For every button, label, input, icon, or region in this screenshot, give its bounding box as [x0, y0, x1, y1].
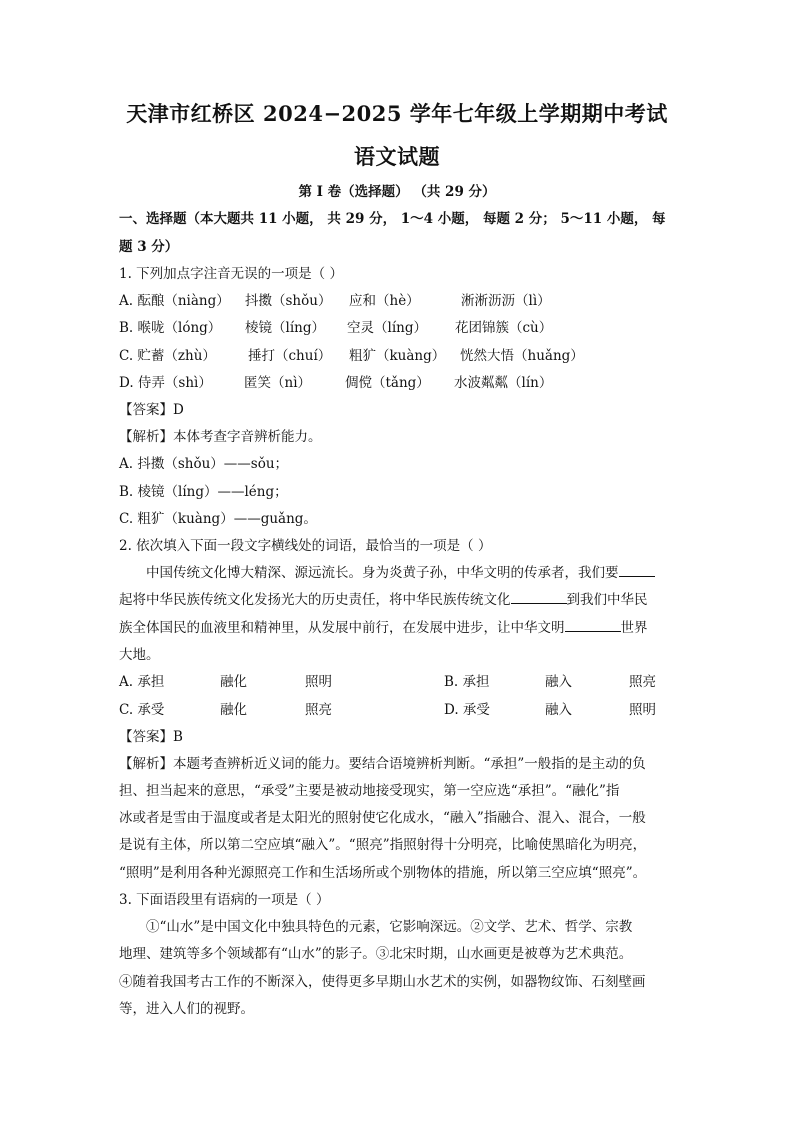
- q1-option-c-2: 捶打（chuí）: [248, 348, 332, 364]
- q1-option-a-3: 应和（hè）: [349, 293, 420, 309]
- q2-option-b-3: 照亮: [629, 674, 656, 690]
- q2-blank-3: [565, 617, 621, 632]
- q2-passage-text: 世界: [620, 620, 648, 636]
- section-heading-line2: 题 3 分）: [119, 239, 179, 255]
- q1-option-b-1: B. 喉咙（lóng）: [119, 320, 222, 336]
- q2-option-a-1: A. 承担: [119, 674, 165, 690]
- q2-analysis-line: 担、担当起来的意思，“承受”主要是被动地接受现实，第一空应选“承担”。“融化”指: [119, 783, 620, 799]
- q1-option-b-3: 空灵（líng）: [347, 320, 427, 336]
- q1-option-a-2: 抖擞（shǒu）: [245, 293, 332, 309]
- part-heading: 第 I 卷（选择题） （共 29 分）: [298, 184, 496, 200]
- q3-passage-line: 等，进入人们的视野。: [119, 1001, 254, 1017]
- q2-passage-text: 中国传统文化博大精深、源远流长。身为炎黄子孙，中华文明的传承者，我们要: [146, 565, 619, 581]
- q2-stem: 2. 依次填入下面一段文字横线处的词语，最恰当的一项是（ ）: [119, 538, 492, 554]
- q2-option-c-2: 融化: [220, 702, 247, 718]
- q2-analysis-line: 冰或者是雪由于温度或者是太阳光的照射使它化成水，“融入”指融合、混入、混合，一般: [119, 810, 646, 826]
- q1-option-c-4: 恍然大悟（huǎng）: [460, 348, 584, 364]
- q2-passage-text: 到我们中华民: [566, 592, 648, 608]
- q1-option-a-1: A. 酝酿（niàng）: [119, 293, 230, 309]
- q3-passage-line: ①“山水”是中国文化中独具特色的元素，它影响深远。②文学、艺术、哲学、宗教: [146, 919, 633, 935]
- q2-option-d-2: 融入: [545, 702, 572, 718]
- q1-option-d-2: 匿笑（nì）: [244, 375, 312, 391]
- q2-option-d-3: 照明: [629, 702, 656, 718]
- q2-option-d-1: D. 承受: [444, 702, 490, 718]
- q2-blank-1: [619, 562, 655, 577]
- q1-option-b-4: 花团锦簇（cù）: [455, 320, 553, 336]
- q1-option-c-1: C. 贮蓄（zhù）: [119, 348, 216, 364]
- subject-title: 语文试题: [354, 144, 440, 169]
- q1-option-d-3: 倜傥（tǎng）: [345, 375, 430, 391]
- q1-analysis-line: A. 抖擞（shǒu）——sǒu；: [119, 456, 289, 472]
- q2-option-c-3: 照亮: [305, 702, 332, 718]
- q1-analysis-line: B. 棱镜（líng）——léng；: [119, 484, 288, 500]
- q1-option-d-1: D. 侍弄（shì）: [119, 375, 212, 391]
- q2-passage-text: 起将中华民族传统文化发扬光大的历史责任，将中华民族传统文化: [119, 592, 511, 608]
- q3-passage-line: 地理、建筑等多个领域都有“山水”的影子。③北宋时期，山水画更是被尊为艺术典范。: [119, 946, 633, 962]
- q2-answer: 【答案】B: [119, 729, 183, 745]
- q2-passage-line4: 大地。: [119, 647, 160, 663]
- q2-option-b-2: 融入: [545, 674, 572, 690]
- q1-analysis-line: C. 粗犷（kuàng）——guǎng。: [119, 511, 317, 527]
- section-heading-line1: 一、选择题（本大题共 11 小题， 共 29 分， 1～4 小题， 每题 2 分； 5～11 小题， 每: [119, 211, 666, 227]
- q1-analysis-line: 【解析】本体考查字音辨析能力。: [119, 429, 322, 445]
- q2-blank-2: [511, 589, 567, 604]
- q2-analysis-line: “照明”是利用各种光源照亮工作和生活场所或个别物体的措施，所以第三空应填“照亮”。: [119, 865, 647, 881]
- q2-option-a-3: 照明: [305, 674, 332, 690]
- q2-option-b-1: B. 承担: [444, 674, 490, 690]
- q3-stem: 3. 下面语段里有语病的一项是（ ）: [119, 892, 330, 908]
- q2-passage-line2: [119, 588, 648, 608]
- q1-answer: 【答案】D: [119, 402, 184, 418]
- q2-option-a-2: 融化: [220, 674, 247, 690]
- q1-option-c-3: 粗犷（kuàng）: [349, 348, 446, 364]
- q1-option-a-4: 淅淅沥沥（lì）: [461, 293, 551, 309]
- q2-option-c-1: C. 承受: [119, 702, 165, 718]
- q1-option-b-2: 棱镜（líng）: [245, 320, 325, 336]
- q2-passage-line1: [146, 561, 655, 581]
- q2-passage-line3: [119, 616, 648, 636]
- exam-title: 天津市红桥区 2024−2025 学年七年级上学期期中考试: [126, 101, 668, 126]
- q2-passage-text: 族全体国民的血液里和精神里，从发展中前行，在发展中进步，让中华文明: [119, 620, 565, 636]
- q1-stem: 1. 下列加点字注音无误的一项是（ ）: [119, 266, 343, 282]
- q1-option-d-4: 水波粼粼（lín）: [454, 375, 553, 391]
- q2-analysis-line: 是说有主体，所以第二空应填“融入”。“照亮”指照射得十分明亮，比喻使黑暗化为明亮，: [119, 837, 647, 853]
- q3-passage-line: ④随着我国考古工作的不断深入，使得更多早期山水艺术的实例，如器物纹饰、石刻壁画: [119, 974, 646, 990]
- q2-analysis-line: 【解析】本题考查辨析近义词的能力。要结合语境辨析判断。“承担”一般指的是主动的负: [119, 756, 646, 772]
